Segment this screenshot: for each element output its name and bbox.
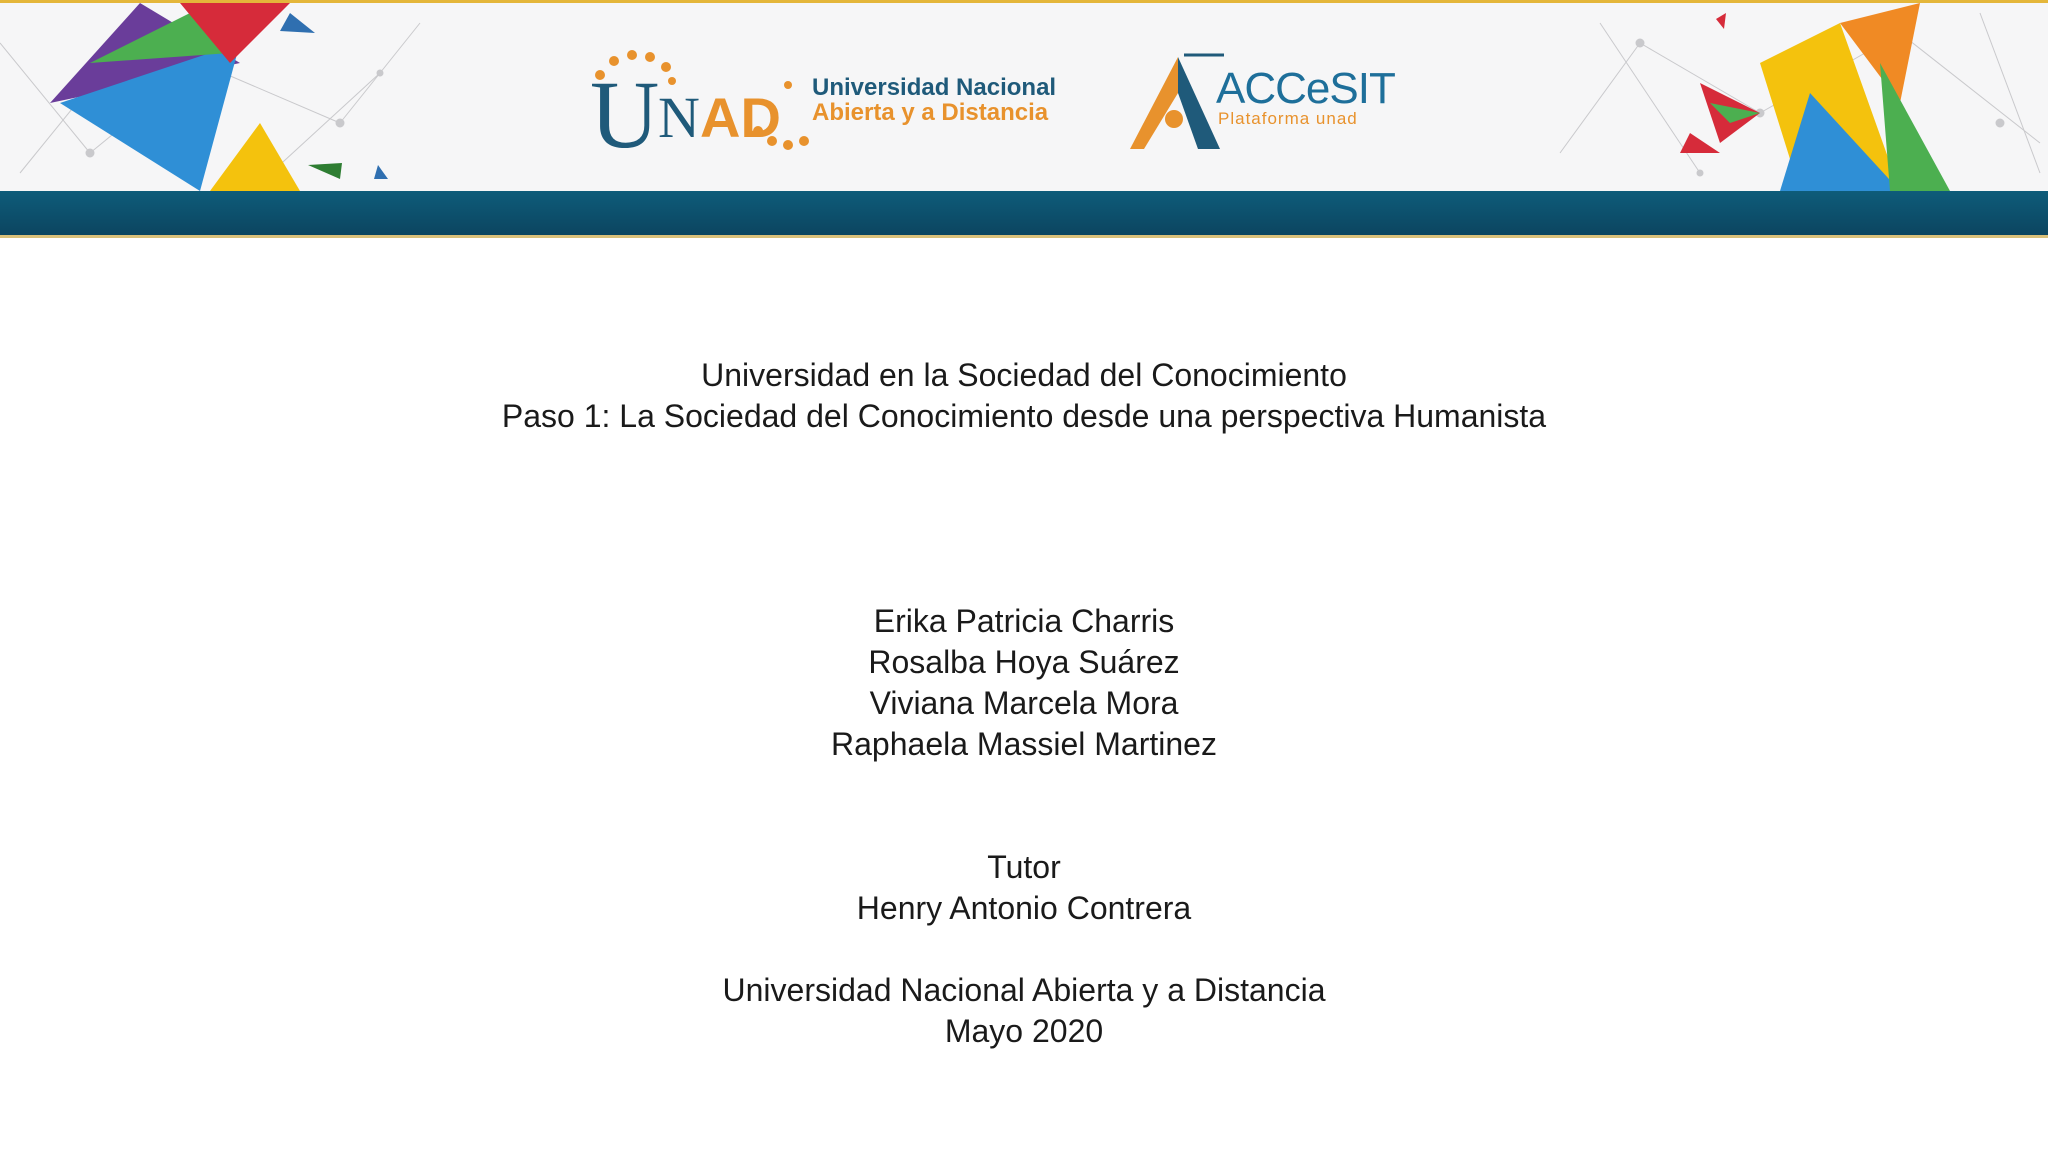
institution-name: Universidad Nacional Abierta y a Distancia <box>722 972 1326 1008</box>
authors-block <box>0 601 2048 765</box>
accesit-subtitle: Plataforma unad <box>1218 109 1358 128</box>
course-title: Universidad en la Sociedad del Conocimiento <box>701 357 1347 393</box>
header-rule <box>0 235 2048 238</box>
title-block <box>0 355 2048 437</box>
institution-block <box>0 970 2048 1052</box>
unad-name-line1: Universidad Nacional <box>812 74 1057 101</box>
tutor-block <box>0 847 2048 929</box>
author-name: Raphaela Massiel Martinez <box>831 726 1217 762</box>
step-title: Paso 1: La Sociedad del Conocimiento desde una perspectiva Humanista <box>501 398 1547 434</box>
tutor-name: Henry Antonio Contrera <box>856 890 1192 926</box>
author-name: Erika Patricia Charris <box>873 603 1175 639</box>
date: Mayo 2020 <box>944 1013 1104 1049</box>
accesit-logo-text: ACCeSIT <box>1216 64 1395 113</box>
unad-name <box>812 75 1056 125</box>
svg-text:AD: AD <box>700 86 781 149</box>
author-name: Rosalba Hoya Suárez <box>868 644 1180 680</box>
tutor-label: Tutor <box>987 849 1061 885</box>
unad-name-line2: Abierta y a Distancia <box>812 99 1049 126</box>
author-name: Viviana Marcela Mora <box>869 685 1179 721</box>
svg-text:U: U <box>590 61 660 157</box>
header-bar <box>0 191 2048 235</box>
accesit-logo-icon <box>1124 53 1224 153</box>
svg-text:N: N <box>658 85 700 150</box>
header-banner <box>0 0 2048 236</box>
